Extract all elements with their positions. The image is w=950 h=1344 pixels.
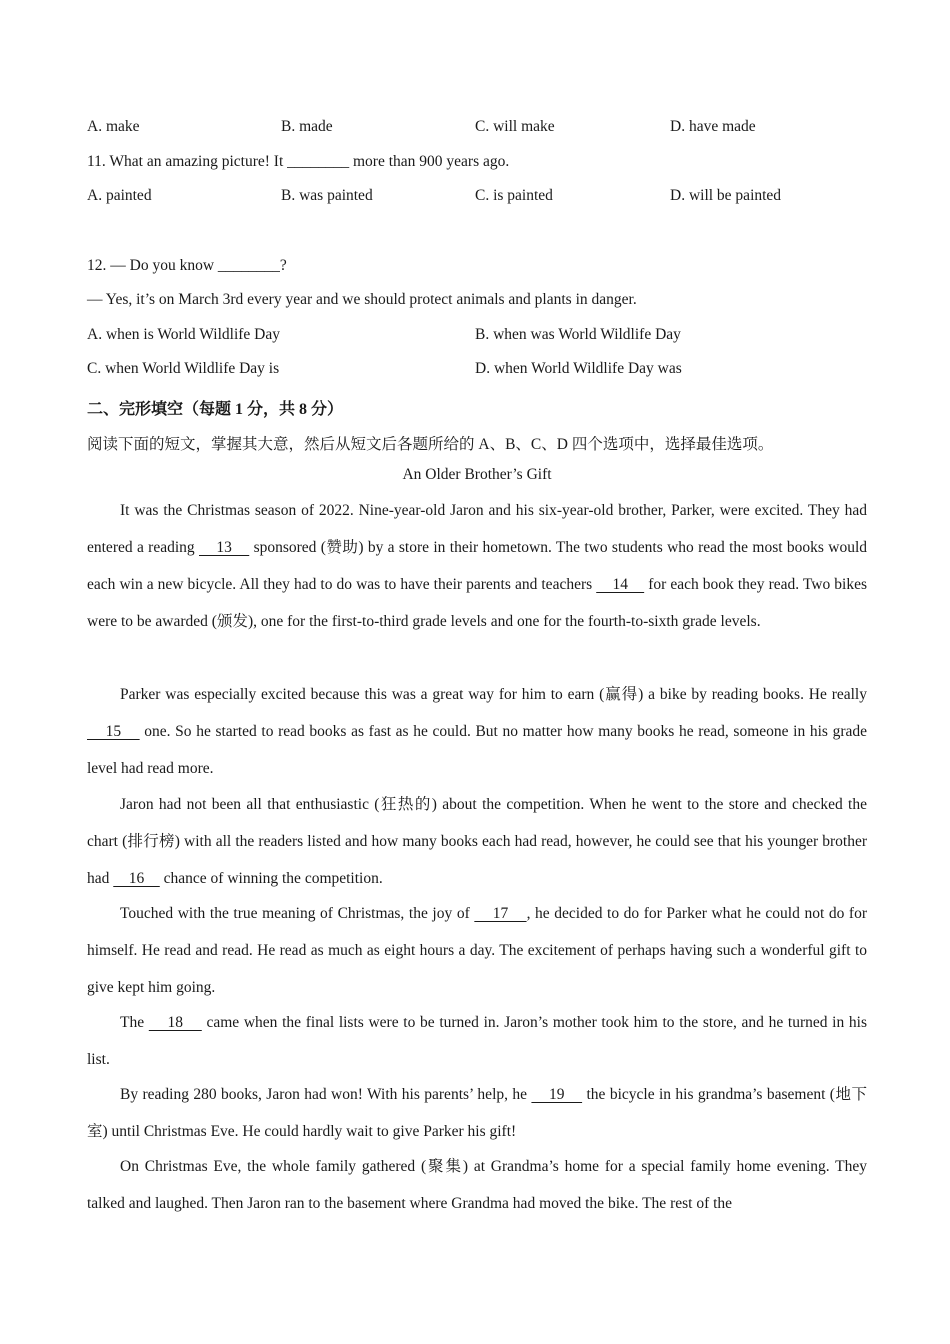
passage-paragraph-5: The 18 came when the final lists were to be turned in. Jaron’s mother took him to the store, and he turned in his list.	[87, 1014, 868, 1068]
blank-13: 13	[199, 539, 250, 556]
q11-option-a: A. painted	[87, 187, 152, 204]
passage-title: An Older Brother’s Gift	[402, 466, 552, 483]
q12-option-a: A. when is World Wildlife Day	[87, 326, 281, 343]
q12-option-c: C. when World Wildlife Day is	[87, 360, 280, 377]
section-title: 二、完形填空（每题 1 分，共 8 分）	[87, 401, 344, 418]
blank-14: 14	[596, 576, 645, 593]
q10-option-c: C. will make	[475, 118, 555, 135]
passage-paragraph-7: On Christmas Eve, the whole family gathered (聚集) at Grandma’s home for a special family home evening. They talked and laughed. Then Jaron ran to the basement where Grandma had moved the bike. The rest of the	[87, 1158, 867, 1212]
passage-paragraph-6: By reading 280 books, Jaron had won! With his parents’ help, he 19 the bicycle in his grandma’s basement (地下室) until Christmas Eve. He could hardly wait to give Parker his gift!	[87, 1086, 867, 1140]
q12-option-b: B. when was World Wildlife Day	[475, 326, 681, 343]
q11-option-b: B. was painted	[281, 187, 373, 204]
q10-option-d: D. have made	[670, 118, 756, 135]
q12-reply: — Yes, it’s on March 3rd every year and we should protect animals and plants in danger.	[87, 291, 637, 308]
q11-option-c: C. is painted	[475, 187, 553, 204]
passage-paragraph-3: Jaron had not been all that enthusiastic (狂热的) about the competition. When he went to the store and checked the chart (排行榜) with all the readers listed and how many books each had read, however, he could see that his younger brother had 16 chance of winning the competition.	[87, 796, 867, 887]
blank-19: 19	[531, 1086, 583, 1103]
q11-stem: 11. What an amazing picture! It ________ more than 900 years ago.	[87, 153, 510, 170]
q10-option-a: A. make	[87, 118, 140, 135]
passage-paragraph-4: Touched with the true meaning of Christmas, the joy of 17 , he decided to do for Parker what he could not do for himself. He read and read. He read as much as eight hours a day. The excitement of perhaps having such a wonderful gift to give kept him going.	[87, 905, 868, 996]
passage-paragraph-2: Parker was especially excited because this was a great way for him to earn (赢得) a bike by reading books. He really 15 one. So he started to read books as fast as he could. But no matter how many books he read, someone in his grade level had read more.	[87, 686, 867, 777]
q10-option-b: B. made	[281, 118, 333, 135]
section-instruction: 阅读下面的短文，掌握其大意，然后从短文后各题所给的 A、B、C、D 四个选项中，选择最佳选项。	[87, 436, 774, 453]
blank-16: 16	[113, 870, 160, 887]
blank-15: 15	[87, 723, 140, 740]
q11-option-d: D. will be painted	[670, 187, 782, 204]
passage-paragraph-1: It was the Christmas season of 2022. Nine-year-old Jaron and his six-year-old brother, Parker, were excited. They had entered a reading 13 sponsored (赞助) by a store in their hometown. The two students who read the most books would each win a new bicycle. All they had to do was to have their parents and teachers 14 for each book they read. Two bikes were to be awarded (颁发), one for the first-to-third grade levels and one for the fourth-to-sixth grade levels.	[87, 502, 868, 630]
q12-option-d: D. when World Wildlife Day was	[475, 360, 682, 377]
blank-18: 18	[148, 1014, 202, 1031]
blank-17: 17	[474, 905, 527, 922]
q12-stem: 12. — Do you know ________?	[87, 257, 287, 274]
